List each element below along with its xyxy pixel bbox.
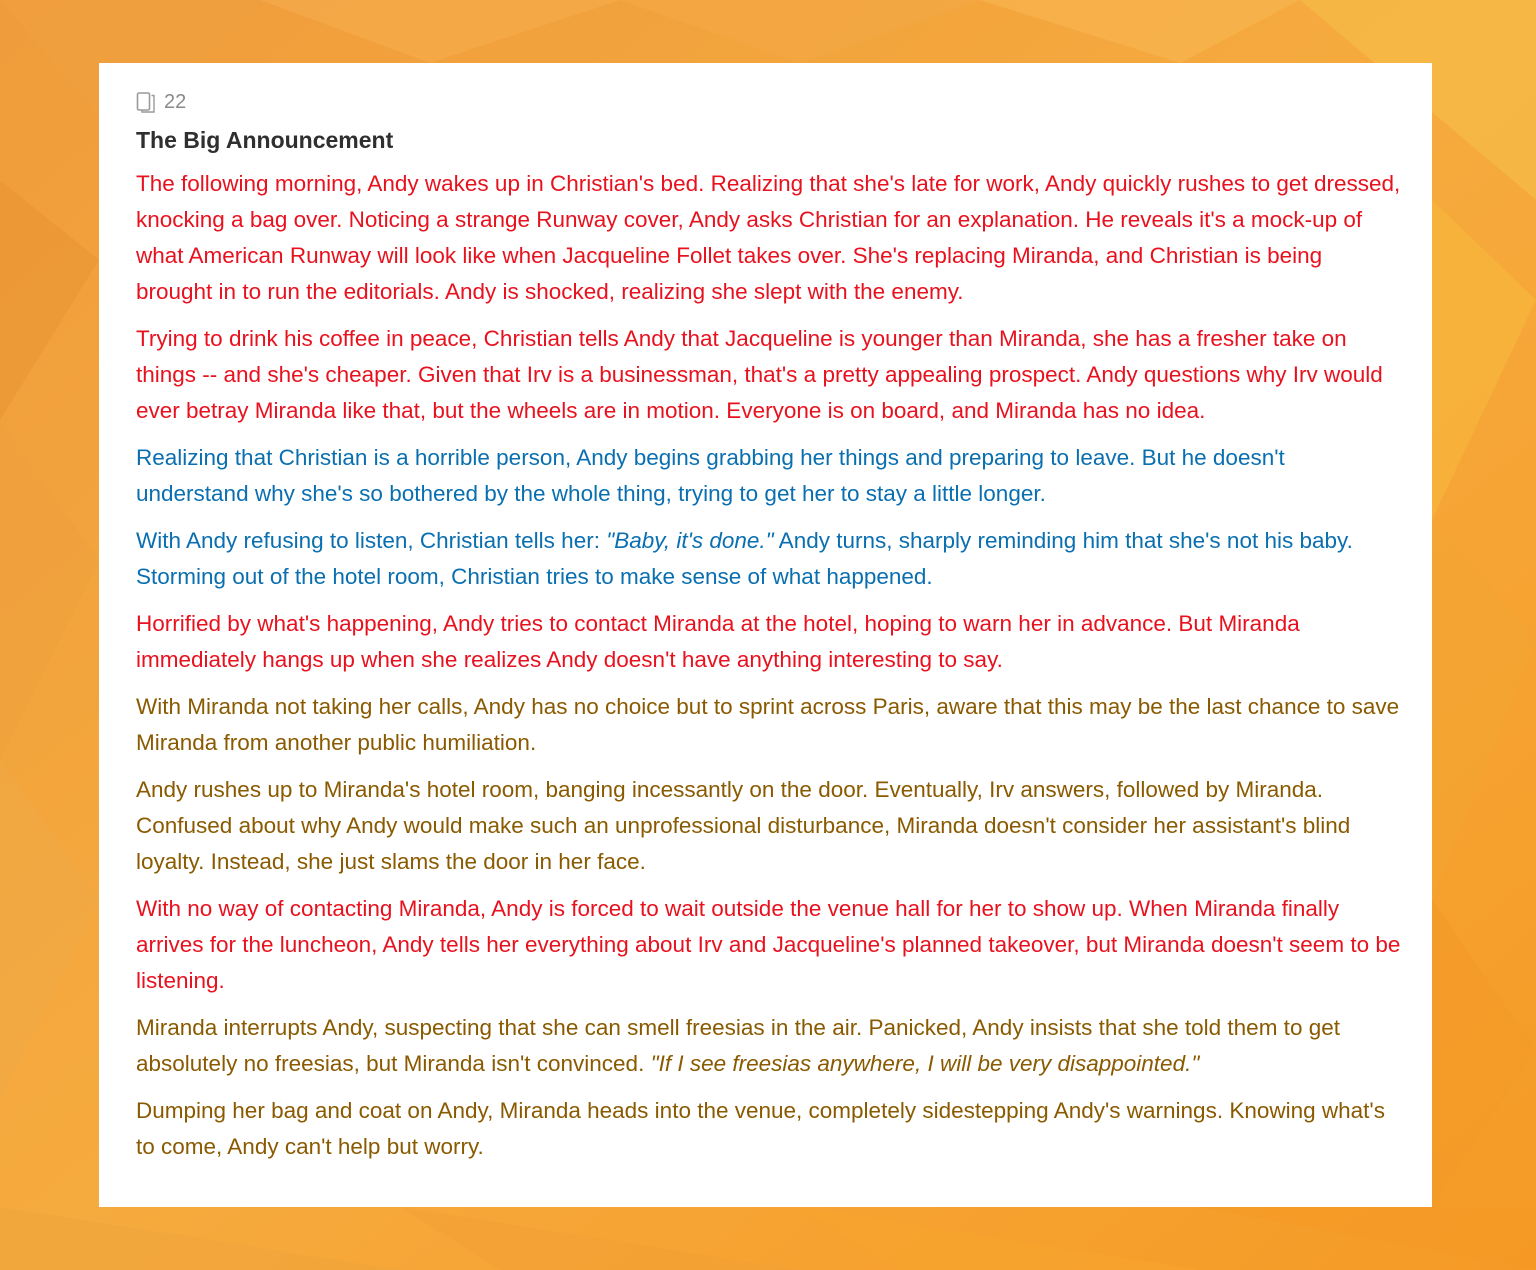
paragraph: [136, 523, 1402, 595]
scene-card-icon: [136, 91, 156, 113]
scene-card: [99, 63, 1432, 1207]
paragraph: With no way of contacting Miranda, Andy is forced to wait outside the venue hall for her to show up. When Miranda finally arrives for the luncheon, Andy tells her everything about Irv and Jacqueline's planned takeover, but Miranda doesn't seem to be listening.: [136, 896, 1401, 993]
paragraph: The following morning, Andy wakes up in Christian's bed. Realizing that she's late for work, Andy quickly rushes to get dressed, knocking a bag over. Noticing a strange Runway cover, Andy asks Christian for an explanation. He reveals it's a mock-up of what American Runway will look like when Jacqueline Follet takes over. She's replacing Miranda, and Christian is being brought in to run the editorials. Andy is shocked, realizing she slept with the enemy.: [136, 171, 1401, 304]
paragraph-text: Andy turns, sharply reminding him that she's not his baby. Storming out of the hotel room, Christian tries to make sense of what happened.: [136, 528, 1353, 589]
paragraph-text: With Andy refusing to listen, Christian tells her:: [136, 528, 607, 553]
paragraph-text: Miranda interrupts Andy, suspecting that she can smell freesias in the air. Panicked, Andy insists that she told them to get absolutely no freesias, but Miranda isn't convinced.: [136, 1015, 1340, 1076]
paragraph: Trying to drink his coffee in peace, Christian tells Andy that Jacqueline is younger than Miranda, she has a fresher take on things -- and she's cheaper. Given that Irv is a businessman, that's a pretty appealing prospect. Andy questions why Irv would ever betray Miranda like that, but the wheels are in motion. Everyone is on board, and Miranda has no idea.: [136, 326, 1383, 423]
dialogue-quote: "If I see freesias anywhere, I will be very disappointed.": [650, 1051, 1200, 1076]
paragraph: Andy rushes up to Miranda's hotel room, banging incessantly on the door. Eventually, Irv answers, followed by Miranda. Confused about why Andy would make such an unprofessional disturbance, Miranda doesn't consider her assistant's blind loyalty. Instead, she just slams the door in her face.: [136, 777, 1351, 874]
scene-meta: [136, 89, 1402, 115]
paragraph: Horrified by what's happening, Andy tries to contact Miranda at the hotel, hoping to warn her in advance. But Miranda immediately hangs up when she realizes Andy doesn't have anything interesting to say.: [136, 611, 1300, 672]
paragraph: [136, 1010, 1402, 1082]
scene-title: The Big Announcement: [136, 127, 394, 153]
paragraph: Realizing that Christian is a horrible person, Andy begins grabbing her things and preparing to leave. But he doesn't understand why she's so bothered by the whole thing, trying to get her to stay a little longer.: [136, 445, 1285, 506]
scene-number: 22: [164, 90, 187, 113]
paragraph: With Miranda not taking her calls, Andy has no choice but to sprint across Paris, aware that this may be the last chance to save Miranda from another public humiliation.: [136, 694, 1400, 755]
paragraph: Dumping her bag and coat on Andy, Miranda heads into the venue, completely sidestepping Andy's warnings. Knowing what's to come, Andy can't help but worry.: [136, 1098, 1385, 1159]
dialogue-quote: "Baby, it's done.": [606, 528, 774, 553]
